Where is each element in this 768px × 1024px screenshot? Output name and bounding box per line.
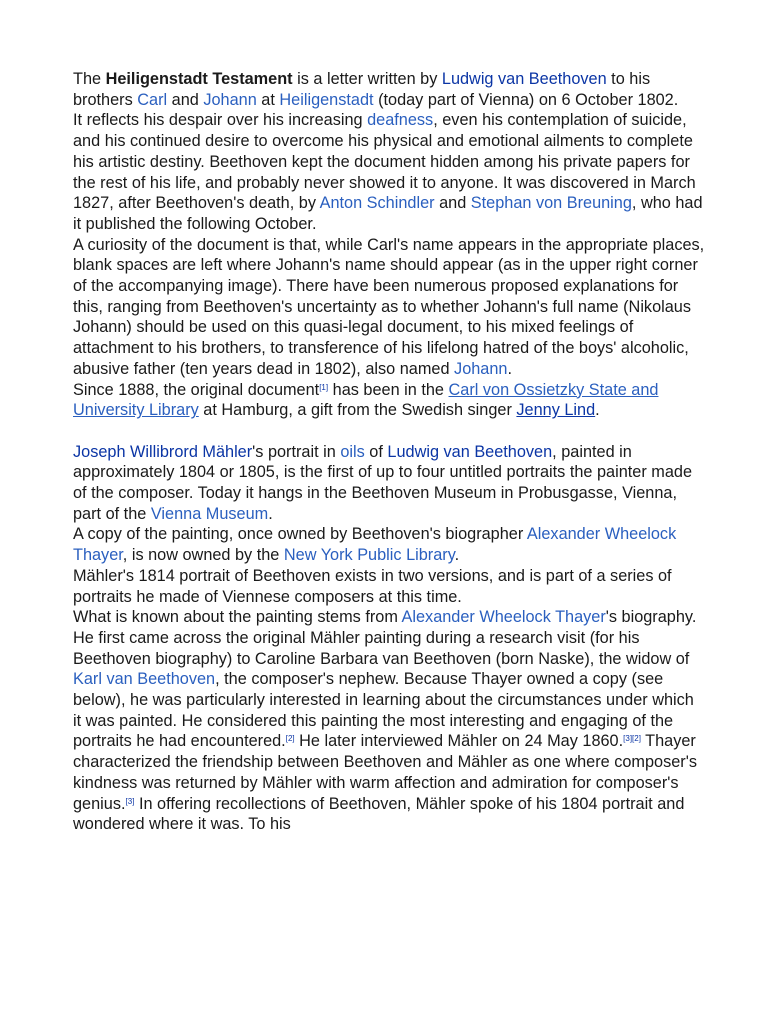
document-body	[73, 69, 705, 835]
text: , is now owned by the	[122, 546, 284, 565]
link-oils[interactable]: oils	[340, 442, 365, 461]
link-stephan-von-breuning[interactable]: Stephan von Breuning	[470, 194, 632, 213]
text: has been in the	[328, 380, 449, 399]
text: (today part of Vienna) on 6 October 1802.	[373, 90, 679, 109]
paragraph-gap	[73, 421, 705, 442]
text: The	[73, 70, 106, 88]
link-alexander-wheelock-thayer[interactable]: Alexander Wheelock Thayer	[401, 608, 606, 627]
link-vienna-museum[interactable]: Vienna Museum	[150, 504, 269, 523]
text: Since 1888, the original document	[73, 380, 320, 399]
paragraph-copy	[73, 524, 705, 565]
text: is a letter written by	[292, 70, 442, 88]
text: .	[268, 504, 273, 523]
text: .	[595, 401, 600, 420]
link-johann[interactable]: Johann	[203, 90, 257, 109]
citation-ref[interactable]: [2]	[285, 734, 295, 744]
text: He later interviewed Mähler on 24 May 1860.	[294, 732, 624, 751]
link-anton-schindler[interactable]: Anton Schindler	[319, 194, 435, 213]
text: A curiosity of the document is that, while Carl's name appears in the appropriate places, blank spaces are left where Johann's name should appear (as in the upper right corner of the accompanying image). There have been numerous proposed explanations for this, ranging from Beethoven's uncertainty as to whether Johann's full name (Nikolaus Johann) should be used on this quasi-legal document, to his mixed feelings of attachment to his brothers, to transference of his lifelong hatred of the boys' alcoholic, abusive father (ten years dead in 1802), also named	[73, 235, 705, 378]
text: Thayer characterized the friendship between Beethoven and Mähler as one where composer's kindness was returned by Mähler with warm affection and admiration for composer's genius.	[73, 732, 697, 813]
text: .	[454, 546, 460, 565]
link-johann[interactable]: Johann	[454, 359, 508, 378]
citation-ref[interactable]: [1]	[319, 382, 329, 392]
citation-ref[interactable]: [3]	[623, 734, 633, 744]
paragraph-despair	[73, 110, 705, 234]
paragraph-mahler-portrait	[73, 442, 705, 525]
link-jenny-lind[interactable]: Jenny Lind	[516, 401, 596, 420]
paragraph-intro	[73, 69, 705, 110]
link-carl-von-ossietzky-library[interactable]: Carl von Ossietzky State and University Library	[73, 380, 659, 420]
link-joseph-willibrord-mahler[interactable]: Joseph Willibrord Mähler	[73, 442, 253, 461]
link-heiligenstadt[interactable]: Heiligenstadt	[279, 90, 374, 109]
text: In offering recollections of Beethoven, Mähler spoke of his 1804 portrait and wondered where it was. To his	[73, 794, 685, 834]
link-alexander-wheelock-thayer[interactable]: Alexander Wheelock Thayer	[73, 525, 677, 565]
text: , who had it published the following October.	[73, 194, 703, 233]
text: What is known about the painting stems from	[73, 608, 402, 627]
paragraph-since-1888	[73, 380, 705, 421]
link-ludwig-van-beethoven[interactable]: Ludwig van Beethoven	[441, 70, 607, 88]
text: It reflects his despair over his increasing	[73, 111, 368, 130]
text: , the composer's nephew. Because Thayer owned a copy (see below), he was particularly interested in learning about the circumstances under which it was painted. He considered this painting the most interesting and engaging of the portraits he had encountered.	[73, 670, 694, 751]
text: to his brothers	[73, 70, 651, 109]
link-deafness[interactable]: deafness	[367, 111, 434, 130]
link-ludwig-van-beethoven[interactable]: Ludwig van Beethoven	[387, 442, 553, 461]
paragraph-1814-portrait	[73, 566, 705, 607]
text: of	[364, 442, 388, 461]
text: and	[434, 194, 471, 213]
text: at	[256, 90, 280, 109]
text: .	[507, 359, 512, 378]
link-new-york-public-library[interactable]: New York Public Library	[283, 546, 455, 565]
citation-ref[interactable]: [3]	[125, 796, 135, 806]
text: A copy of the painting, once owned by Beethoven's biographer	[73, 525, 527, 544]
text: 's portrait in	[252, 442, 341, 461]
paragraph-known	[73, 607, 705, 835]
text: , even his contemplation of suicide, and his continued desire to overcome his physical and emotional ailments to complete his artistic destiny. Beethoven kept the document hidden among his private papers for the rest of his life, and probably never showed it to anyone. It was discovered in March 1827, after Beethoven's death, by	[73, 111, 696, 213]
text: at Hamburg, a gift from the Swedish singer	[198, 401, 517, 420]
citation-ref[interactable]: [2]	[632, 734, 641, 744]
text: Mähler's 1814 portrait of Beethoven exists in two versions, and is part of a series of portraits he made of Viennese composers at this time.	[73, 566, 672, 606]
link-karl-van-beethoven[interactable]: Karl van Beethoven	[73, 670, 216, 689]
link-carl[interactable]: Carl	[137, 90, 168, 109]
text: 's biography. He first came across the original Mähler painting during a research visit (for his Beethoven biography) to Caroline Barbara van Beethoven (born Naske), the widow of	[73, 608, 697, 668]
bold-title: Heiligenstadt Testament	[105, 70, 293, 88]
paragraph-curiosity	[73, 235, 705, 380]
text: , painted in approximately 1804 or 1805, is the first of up to four untitled portraits the painter made of the composer. Today it hangs in the Beethoven Museum in Probusgasse, Vienna, part of the	[73, 442, 693, 523]
text: and	[167, 90, 204, 109]
